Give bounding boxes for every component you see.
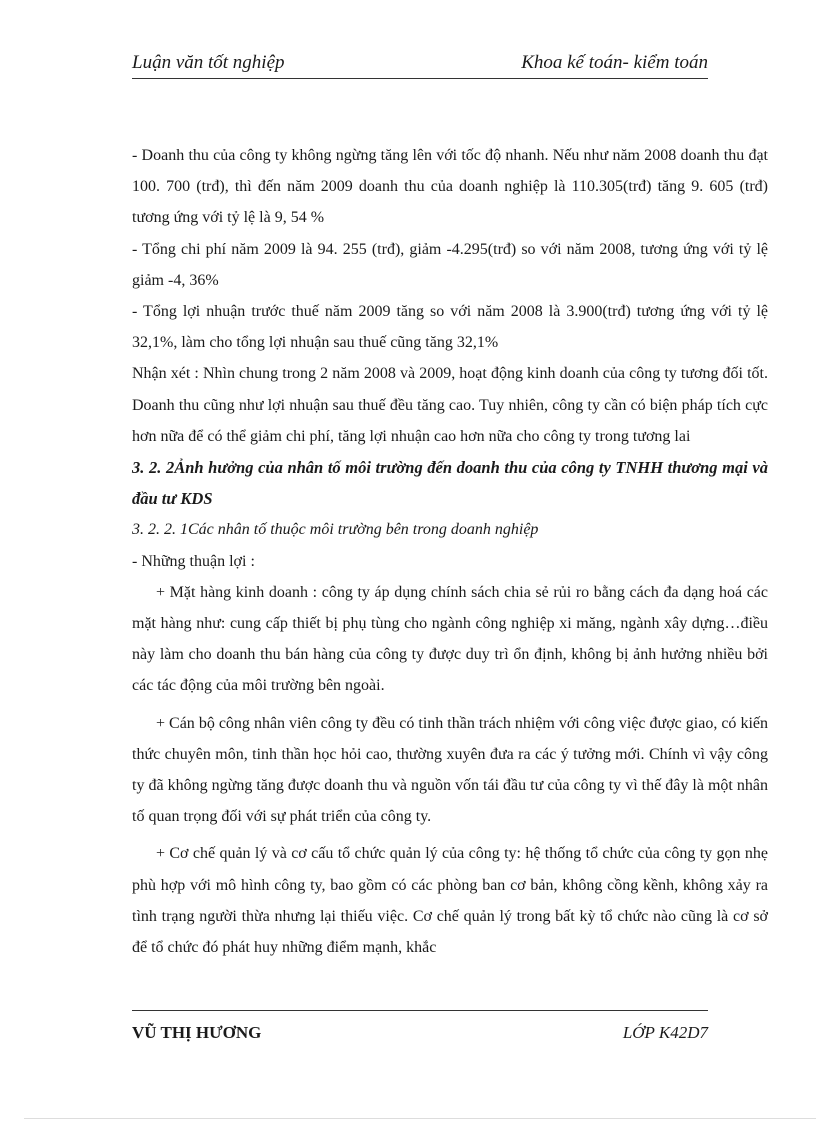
- page-footer: [132, 1010, 708, 1041]
- paragraph-advantages: - Những thuận lợi :: [132, 552, 255, 570]
- paragraph-staff: + Cán bộ công nhân viên công ty đều có tinh thần trách nhiệm với công việc được giao, có kiến thức chuyên môn, tinh thần học hỏi cao, thường xuyên đưa ra các ý tưởng mới. Chính vì vậy công ty đã không ngừng tăng được doanh thu và nguồn vốn tái đầu tư của công ty vì thế đây là một nhân tố quan trọng đối với sự phát triển của công ty.: [132, 714, 768, 826]
- paragraph-total-cost: - Tổng chi phí năm 2009 là 94. 255 (trđ), giảm -4.295(trđ) so với năm 2008, tương ứng với tỷ lệ giảm -4, 36%: [132, 240, 768, 289]
- subsection-heading: 3. 2. 2. 1Các nhân tố thuộc môi trường bên trong doanh nghiệp: [132, 521, 539, 539]
- footer-author: VŨ THỊ HƯƠNG: [132, 1023, 262, 1042]
- page-header: [132, 50, 708, 79]
- paragraph-remark: Nhận xét : Nhìn chung trong 2 năm 2008 và 2009, hoạt động kinh doanh của công ty tương đối tốt. Doanh thu cũng như lợi nhuận sau thuế đều tăng cao. Tuy nhiên, công ty cần có biện pháp tích cực hơn nữa để có thể giảm chi phí, tăng lợi nhuận cao hơn nữa cho công ty trong tương lai: [132, 365, 768, 445]
- paragraph-products: + Mặt hàng kinh doanh : công ty áp dụng chính sách chia sẻ rủi ro bằng cách đa dạng hoá các mặt hàng như: cung cấp thiết bị phụ tùng cho ngành công nghiệp xi măng, ngành xây dựng…điều này làm cho doanh thu bán hàng của công ty được duy trì ổn định, không bị ảnh hưởng nhiều bởi các tác động của môi trường bên ngoài.: [132, 583, 768, 695]
- paragraph-management: + Cơ chế quản lý và cơ cấu tổ chức quản lý của công ty: hệ thống tổ chức của công ty gọn nhẹ phù hợp với mô hình công ty, bao gồm có các phòng ban cơ bản, không cồng kềnh, không xảy ra tình trạng người thừa nhưng lại thiếu việc. Cơ chế quản lý trong bất kỳ tổ chức nào cũng là cơ sở để tổ chức đó phát huy những điểm mạnh, khắc: [132, 845, 768, 957]
- footer-class: LỚP K42D7: [622, 1023, 708, 1042]
- page-bottom-edge: [24, 1118, 816, 1119]
- paragraph-profit: - Tổng lợi nhuận trước thuế năm 2009 tăng so với năm 2008 là 3.900(trđ) tương ứng với tỷ lệ 32,1%, làm cho tổng lợi nhuận sau thuế cũng tăng 32,1%: [132, 303, 768, 352]
- header-faculty-label: Khoa kế toán- kiểm toán: [521, 52, 708, 73]
- document-body: [132, 140, 768, 963]
- section-heading: 3. 2. 2Ảnh hưởng của nhân tố môi trường đến doanh thu của công ty TNHH thương mại và đầu tư KDS: [132, 458, 768, 509]
- header-thesis-label: Luận văn tốt nghiệp: [132, 52, 285, 73]
- paragraph-revenue: - Doanh thu của công ty không ngừng tăng lên với tốc độ nhanh. Nếu như năm 2008 doanh thu đạt 100. 700 (trđ), thì đến năm 2009 doanh thu của doanh nghiệp là 110.305(trđ) tăng 9. 605 (trđ) tương ứng với tỷ lệ là 9, 54 %: [132, 147, 768, 227]
